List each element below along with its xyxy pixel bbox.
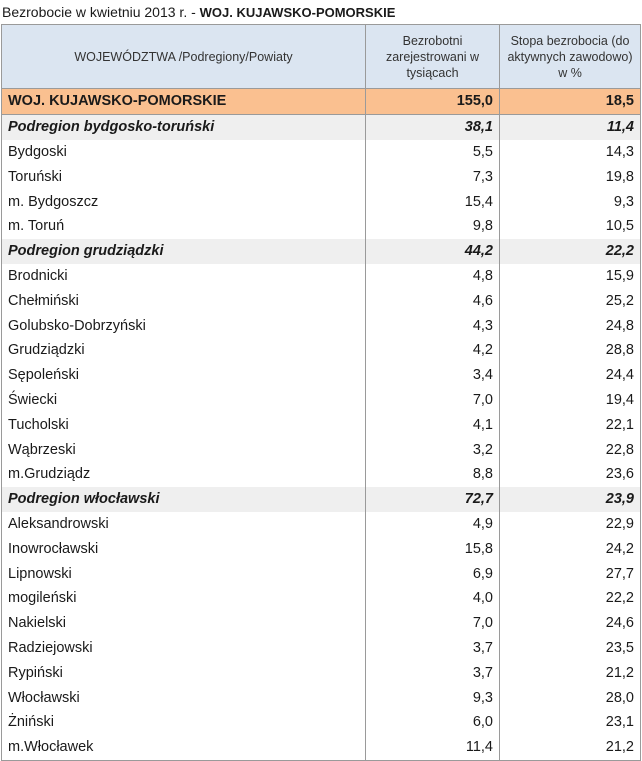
cell-unemployment-rate: 14,3 xyxy=(500,140,641,165)
table-body xyxy=(2,89,641,761)
table-row xyxy=(2,89,641,115)
cell-region: Świecki xyxy=(2,388,366,413)
cell-unemployment-rate: 24,6 xyxy=(500,611,641,636)
table-row xyxy=(2,561,641,586)
cell-unemployed-count: 3,2 xyxy=(366,437,500,462)
cell-unemployment-rate: 24,8 xyxy=(500,313,641,338)
cell-unemployment-rate: 11,4 xyxy=(500,114,641,139)
table-row xyxy=(2,164,641,189)
cell-region: m. Toruń xyxy=(2,214,366,239)
cell-region: m. Bydgoszcz xyxy=(2,189,366,214)
cell-unemployment-rate: 23,5 xyxy=(500,636,641,661)
cell-unemployed-count: 7,0 xyxy=(366,611,500,636)
cell-unemployment-rate: 19,8 xyxy=(500,164,641,189)
table-row xyxy=(2,437,641,462)
cell-unemployment-rate: 25,2 xyxy=(500,288,641,313)
table-row xyxy=(2,313,641,338)
header-region: WOJEWÓDZTWA /Podregiony/Powiaty xyxy=(2,25,366,89)
cell-region: Sępoleński xyxy=(2,363,366,388)
cell-unemployment-rate: 24,4 xyxy=(500,363,641,388)
table-row xyxy=(2,338,641,363)
table-row xyxy=(2,189,641,214)
cell-unemployed-count: 9,8 xyxy=(366,214,500,239)
cell-unemployed-count: 7,0 xyxy=(366,388,500,413)
cell-unemployed-count: 5,5 xyxy=(366,140,500,165)
cell-unemployment-rate: 19,4 xyxy=(500,388,641,413)
cell-unemployed-count: 4,8 xyxy=(366,264,500,289)
cell-region: Włocławski xyxy=(2,685,366,710)
table-row xyxy=(2,363,641,388)
cell-unemployment-rate: 21,2 xyxy=(500,735,641,760)
cell-region: Rypiński xyxy=(2,660,366,685)
cell-unemployed-count: 9,3 xyxy=(366,685,500,710)
cell-unemployment-rate: 22,2 xyxy=(500,239,641,264)
table-row xyxy=(2,636,641,661)
cell-unemployed-count: 3,4 xyxy=(366,363,500,388)
cell-unemployment-rate: 23,1 xyxy=(500,710,641,735)
cell-unemployment-rate: 22,1 xyxy=(500,412,641,437)
header-unemployment-rate: Stopa bezrobocia (do aktywnych zawodowo) w % xyxy=(500,25,641,89)
cell-region: Lipnowski xyxy=(2,561,366,586)
cell-unemployed-count: 155,0 xyxy=(366,89,500,115)
cell-unemployed-count: 6,9 xyxy=(366,561,500,586)
cell-unemployment-rate: 21,2 xyxy=(500,660,641,685)
cell-unemployed-count: 8,8 xyxy=(366,462,500,487)
table-row xyxy=(2,214,641,239)
cell-unemployed-count: 4,0 xyxy=(366,586,500,611)
cell-region: Nakielski xyxy=(2,611,366,636)
cell-unemployed-count: 3,7 xyxy=(366,636,500,661)
table-header-row xyxy=(2,25,641,89)
table-row xyxy=(2,239,641,264)
cell-unemployment-rate: 15,9 xyxy=(500,264,641,289)
cell-region: Podregion bydgosko-toruński xyxy=(2,114,366,139)
table-row xyxy=(2,264,641,289)
table-row xyxy=(2,685,641,710)
cell-unemployed-count: 6,0 xyxy=(366,710,500,735)
cell-unemployment-rate: 28,8 xyxy=(500,338,641,363)
table-row xyxy=(2,487,641,512)
table-row xyxy=(2,660,641,685)
table-row xyxy=(2,611,641,636)
cell-region: WOJ. KUJAWSKO-POMORSKIE xyxy=(2,89,366,115)
cell-unemployed-count: 4,9 xyxy=(366,512,500,537)
table-row xyxy=(2,114,641,139)
cell-region: Inowrocławski xyxy=(2,536,366,561)
title-region: WOJ. KUJAWSKO-POMORSKIE xyxy=(199,5,396,20)
cell-unemployment-rate: 22,9 xyxy=(500,512,641,537)
cell-unemployed-count: 72,7 xyxy=(366,487,500,512)
cell-region: Bydgoski xyxy=(2,140,366,165)
cell-region: Żniński xyxy=(2,710,366,735)
cell-region: Brodnicki xyxy=(2,264,366,289)
cell-region: Tucholski xyxy=(2,412,366,437)
cell-unemployed-count: 3,7 xyxy=(366,660,500,685)
table-row xyxy=(2,710,641,735)
cell-unemployment-rate: 23,9 xyxy=(500,487,641,512)
title-prefix: Bezrobocie w kwietniu 2013 r. - xyxy=(2,4,200,20)
unemployment-table xyxy=(1,24,641,761)
cell-region: Aleksandrowski xyxy=(2,512,366,537)
header-unemployed-count: Bezrobotni zarejestrowani w tysiącach xyxy=(366,25,500,89)
table-row xyxy=(2,288,641,313)
cell-region: Podregion włocławski xyxy=(2,487,366,512)
cell-unemployed-count: 4,3 xyxy=(366,313,500,338)
cell-region: Toruński xyxy=(2,164,366,189)
table-row xyxy=(2,536,641,561)
cell-unemployed-count: 4,2 xyxy=(366,338,500,363)
table-row xyxy=(2,412,641,437)
cell-unemployment-rate: 23,6 xyxy=(500,462,641,487)
cell-region: Podregion grudziądzki xyxy=(2,239,366,264)
cell-region: Grudziądzki xyxy=(2,338,366,363)
table-row xyxy=(2,140,641,165)
cell-unemployed-count: 38,1 xyxy=(366,114,500,139)
table-row xyxy=(2,735,641,760)
table-row xyxy=(2,586,641,611)
cell-region: m.Włocławek xyxy=(2,735,366,760)
cell-unemployment-rate: 28,0 xyxy=(500,685,641,710)
cell-unemployed-count: 11,4 xyxy=(366,735,500,760)
cell-unemployed-count: 4,1 xyxy=(366,412,500,437)
cell-region: Golubsko-Dobrzyński xyxy=(2,313,366,338)
cell-unemployed-count: 15,8 xyxy=(366,536,500,561)
cell-unemployed-count: 15,4 xyxy=(366,189,500,214)
cell-unemployed-count: 44,2 xyxy=(366,239,500,264)
cell-unemployment-rate: 18,5 xyxy=(500,89,641,115)
cell-unemployment-rate: 22,8 xyxy=(500,437,641,462)
cell-region: Wąbrzeski xyxy=(2,437,366,462)
cell-unemployed-count: 4,6 xyxy=(366,288,500,313)
cell-region: Chełmiński xyxy=(2,288,366,313)
cell-unemployment-rate: 22,2 xyxy=(500,586,641,611)
cell-region: mogileński xyxy=(2,586,366,611)
cell-region: Radziejowski xyxy=(2,636,366,661)
cell-unemployment-rate: 24,2 xyxy=(500,536,641,561)
cell-region: m.Grudziądz xyxy=(2,462,366,487)
cell-unemployment-rate: 9,3 xyxy=(500,189,641,214)
cell-unemployment-rate: 10,5 xyxy=(500,214,641,239)
page-title xyxy=(2,2,395,22)
table-row xyxy=(2,388,641,413)
cell-unemployed-count: 7,3 xyxy=(366,164,500,189)
table-row xyxy=(2,512,641,537)
table-row xyxy=(2,462,641,487)
cell-unemployment-rate: 27,7 xyxy=(500,561,641,586)
